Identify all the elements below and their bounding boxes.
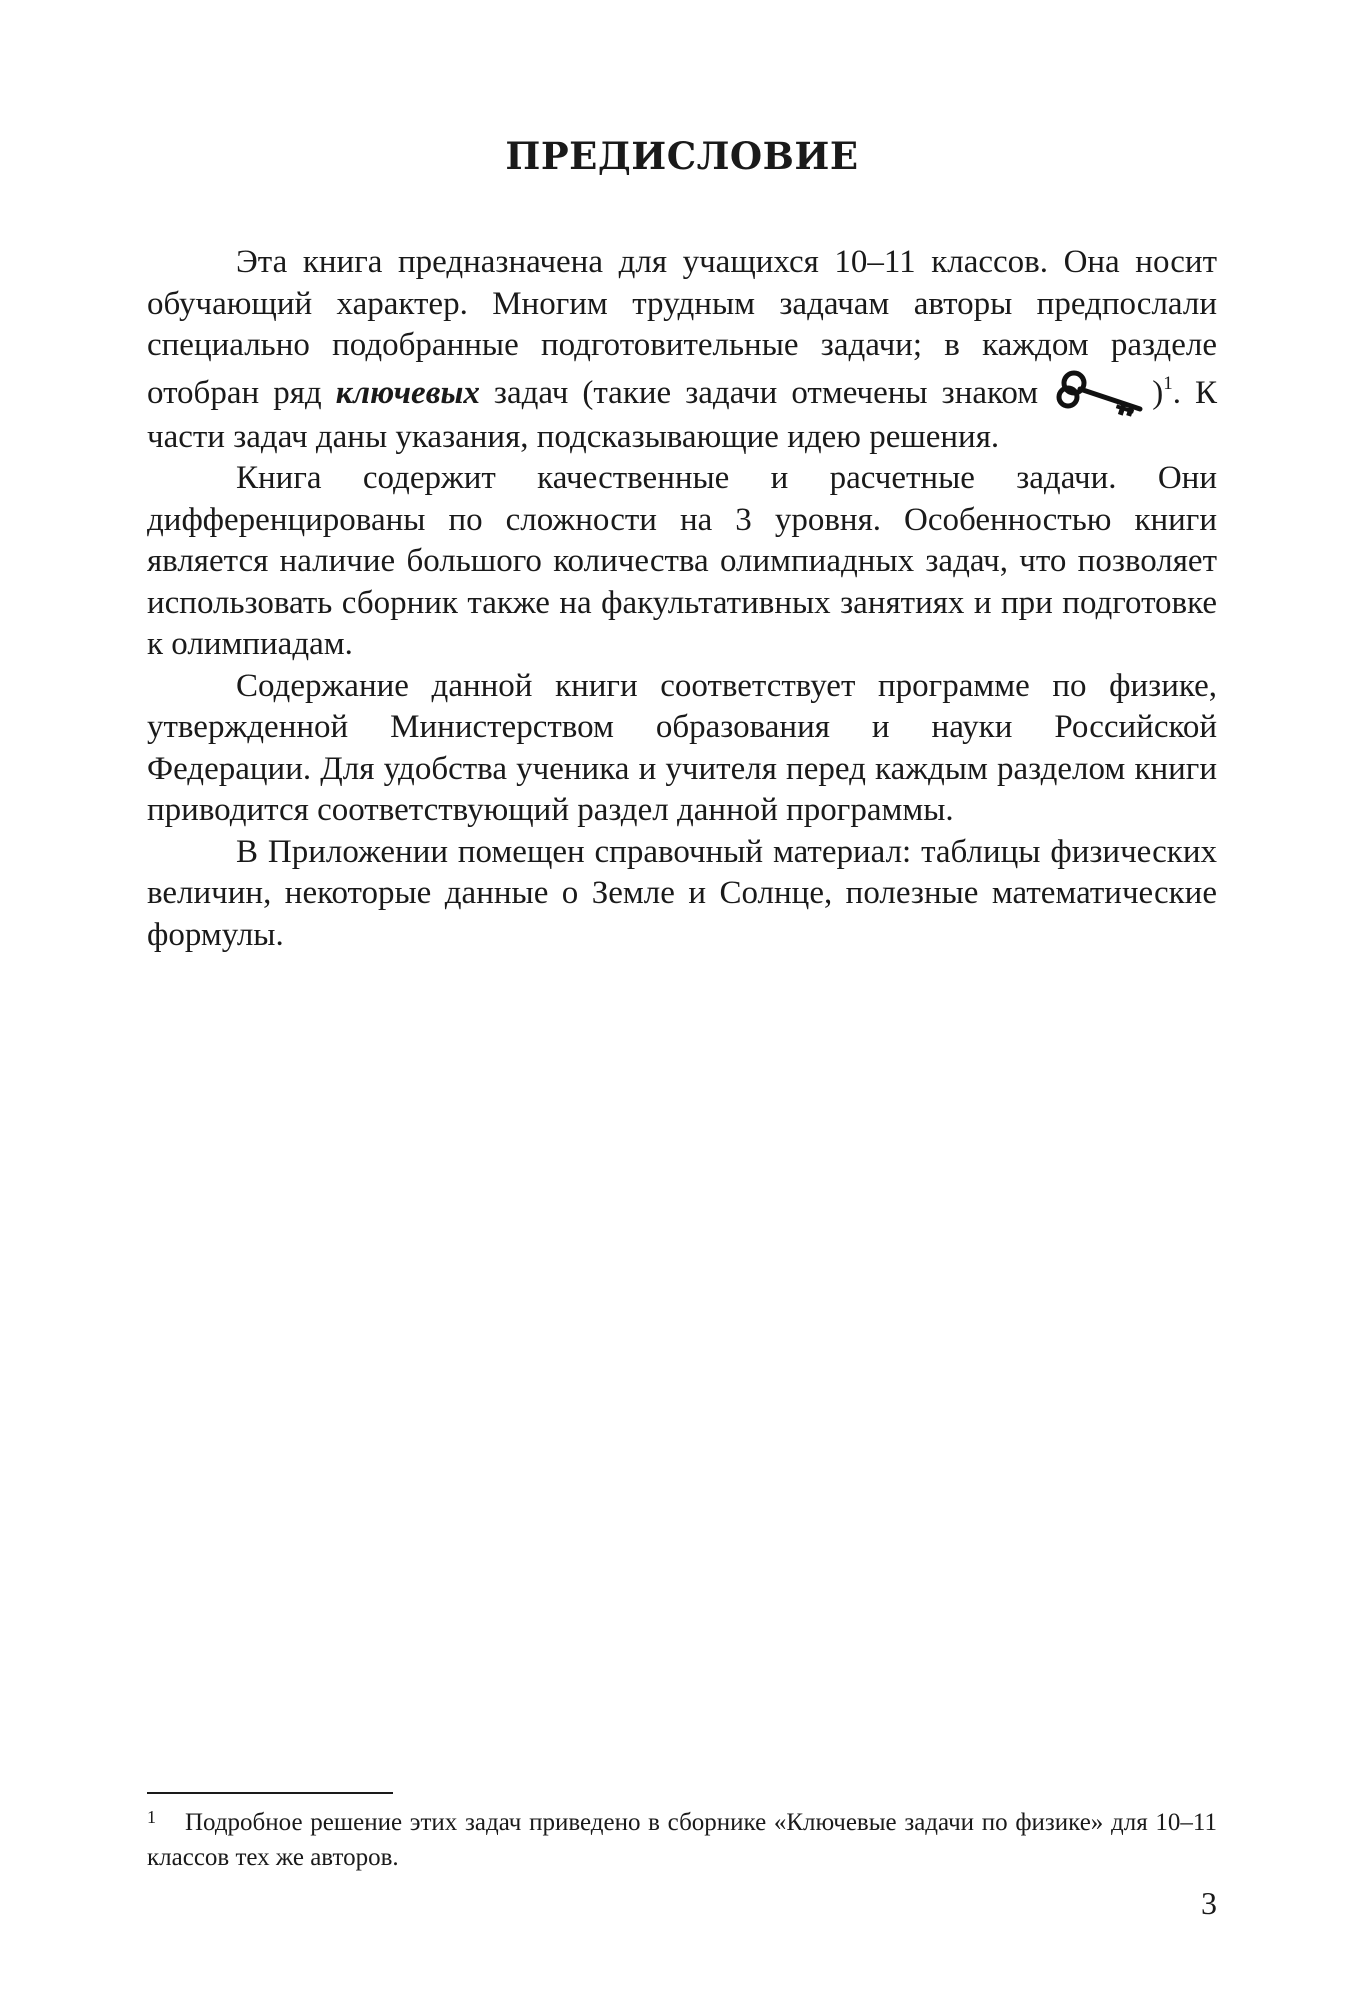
key-problems-emphasis: ключевых — [335, 374, 480, 411]
paragraph-1-close-paren: ) — [1152, 374, 1164, 411]
page-title: ПРЕДИСЛОВИЕ — [505, 134, 859, 178]
footnote-reference[interactable]: 1 — [1163, 372, 1173, 394]
footnote — [147, 1800, 1217, 1875]
paragraph-4: В Приложении помещен справочный материал: таблицы физических величин, некоторые данные о Земле и Солнце, полезные математические формулы. — [147, 833, 1217, 953]
paragraph-3: Содержание данной книги соответствует программе по физике, утвержденной Министерством образования и науки Российской Федерации. Для удобства ученика и учителя перед каждым разделом книги приводится соответствующий раздел данной программы. — [147, 667, 1217, 828]
paragraph-1-part2: задач (такие задачи отмечены знаком — [479, 374, 1053, 411]
paragraph-1 — [147, 242, 1217, 458]
footnote-divider — [147, 1792, 393, 1794]
footnote-text: Подробное решение этих задач приведено в сборнике «Ключевые задачи по физике» для 10–11 классов тех же авторов. — [147, 1809, 1217, 1871]
footnote-mark: 1 — [147, 1807, 156, 1827]
paragraph-2: Книга содержит качественные и расчетные задачи. Они дифференцированы по сложности на 3 уровня. Особенностью книги является наличие большого количества олимпиадных задач, что позволяет использовать сборник также на факультативных занятиях и при подготовке к олимпиадам. — [147, 460, 1217, 662]
preface-body — [147, 242, 1217, 956]
page-number: 3 — [1201, 1885, 1217, 1921]
paragraph-1-part3: . К части задач даны указания, подсказывающие идею решения. — [147, 374, 1218, 455]
key-icon — [1056, 367, 1152, 417]
paragraph-1-part1: Эта книга предназначена для учащихся 10–11 классов. Она носит обучающий характер. Многим трудным задачам авторы предпослали специально подобранные подготовительные задачи; в каждом разделе отобран ряд — [147, 244, 1217, 411]
